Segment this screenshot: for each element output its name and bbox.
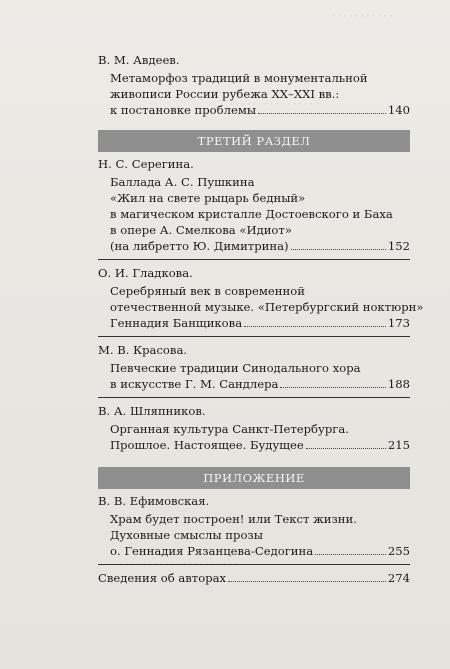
section-heading: ПРИЛОЖЕНИЕ (98, 467, 410, 489)
divider (98, 259, 410, 260)
entry-page-number: 173 (387, 316, 410, 330)
entry-title-line: Серебряный век в современной (110, 284, 305, 298)
entry-title-line: Сведения об авторах (98, 571, 227, 585)
entry-title-line: Певческие традиции Синодального хора (110, 361, 361, 375)
toc-entry (98, 156, 410, 254)
entry-title-line: в опере А. Смелкова «Идиот» (110, 223, 292, 237)
dot-leader (291, 249, 386, 250)
entry-page-number: 140 (387, 103, 410, 117)
section-heading: ТРЕТИЙ РАЗДЕЛ (98, 130, 410, 152)
divider (98, 336, 410, 337)
entry-title-line: Прошлое. Настоящее. Будущее (110, 438, 304, 452)
divider (98, 397, 410, 398)
entry-page-line (110, 102, 410, 118)
entry-title-line: Баллада А. С. Пушкина (110, 175, 255, 189)
entry-page-line (110, 437, 410, 453)
entry-title-line: к постановке проблемы (110, 103, 257, 117)
bleed-through-text: · · · · · · · · · · · · · · · · · · · · · (120, 560, 238, 570)
entry-author: В. В. Ефимовская. (98, 494, 210, 508)
entry-page-line (98, 570, 410, 586)
dot-leader (258, 113, 386, 114)
toc-entry (98, 342, 410, 392)
entry-title-line: Органная культура Санкт-Петербурга. (110, 422, 349, 436)
divider (98, 564, 410, 565)
entry-page-number: 152 (387, 239, 410, 253)
toc-entry (98, 570, 410, 586)
entry-title-line: живописи России рубежа XX–XXI вв.: (110, 87, 340, 101)
entry-author: М. В. Красова. (98, 343, 188, 357)
toc-entry (98, 493, 410, 559)
dot-leader (228, 581, 386, 582)
entry-title-line: Метаморфоз традиций в монументальной (110, 71, 368, 85)
bleed-through-text: · · · · · · · · · · · (332, 12, 393, 22)
entry-title-line: отечественной музыке. «Петербургский ноктюрн» (110, 300, 424, 314)
entry-title-line: «Жил на свете рыцарь бедный» (110, 191, 306, 205)
bleed-through-text: · · · · · · · · · · · · · · · · (230, 100, 319, 110)
entry-page-line (110, 543, 410, 559)
entry-page-number: 274 (387, 571, 410, 585)
entry-title-line: Храм будет построен! или Текст жизни. (110, 512, 357, 526)
entry-page-line (110, 376, 410, 392)
entry-page-number: 255 (387, 544, 410, 558)
entry-title-line: Геннадия Банщикова (110, 316, 243, 330)
entry-author: О. И. Гладкова. (98, 266, 193, 280)
dot-leader (315, 554, 386, 555)
entry-page-number: 188 (387, 377, 410, 391)
entry-title-line: (на либретто Ю. Димитрина) (110, 239, 289, 253)
toc-entry (98, 265, 424, 331)
dot-leader (306, 448, 386, 449)
toc-entry (98, 52, 410, 118)
table-of-contents (98, 52, 424, 586)
toc-entry (98, 403, 410, 453)
entry-author: В. А. Шляпников. (98, 404, 206, 418)
entry-page-number: 215 (387, 438, 410, 452)
entry-author: В. М. Авдеев. (98, 53, 180, 67)
entry-title-line: в магическом кристалле Достоевского и Баха (110, 207, 393, 221)
entry-title-line: в искусстве Г. М. Сандлера (110, 377, 279, 391)
entry-page-line (110, 238, 410, 254)
entry-author: Н. С. Серегина. (98, 157, 194, 171)
entry-title-line: Духовные смыслы прозы (110, 528, 263, 542)
entry-title-line: о. Геннадия Рязанцева-Седогина (110, 544, 314, 558)
dot-leader (244, 326, 386, 327)
entry-page-line (110, 315, 410, 331)
dot-leader (280, 387, 385, 388)
